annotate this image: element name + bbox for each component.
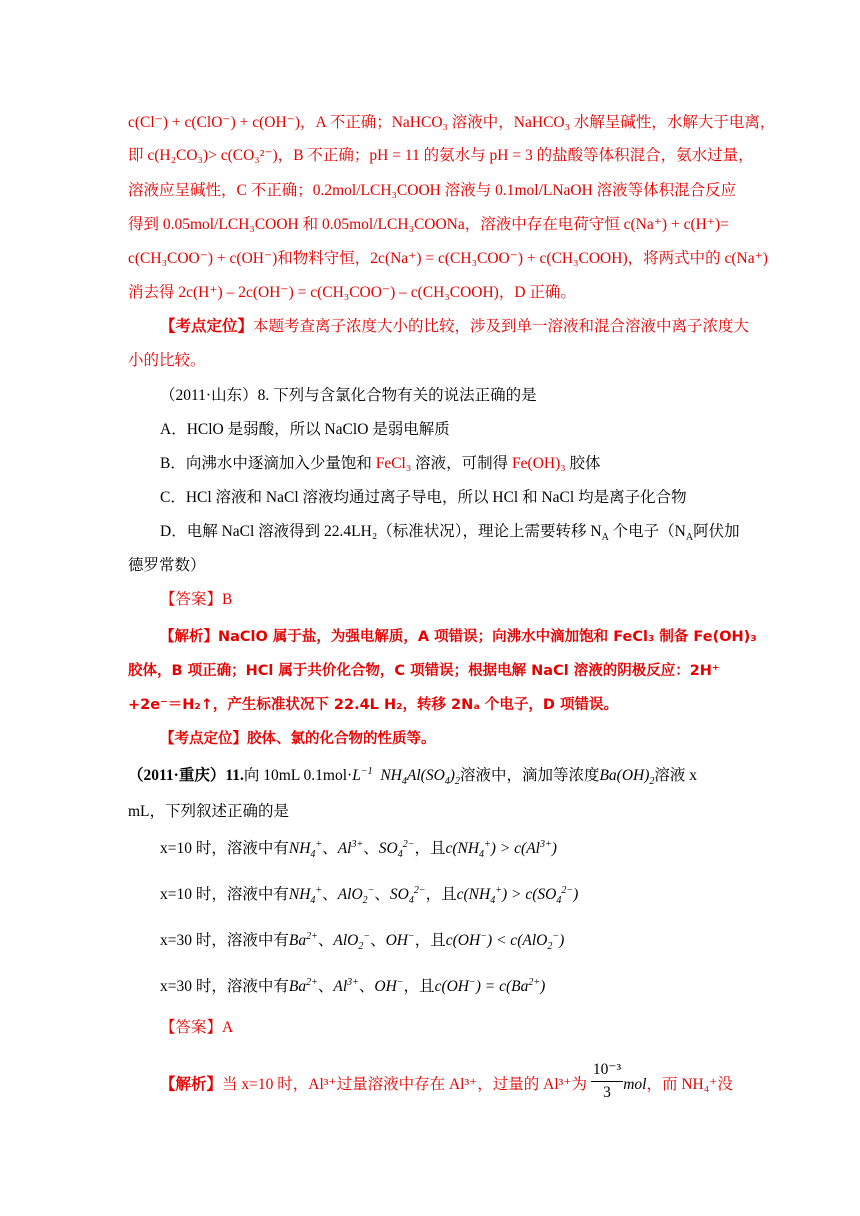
q3-stem-2: mL，下列叙述正确的是 [128, 803, 290, 820]
analysis-line-2: 即 c(H₂CO₃)> c(CO₃²⁻)，B 不正确；pH = 11 的氨水与 pH = 3 的盐酸等体积混合，氨水过量， [128, 147, 754, 164]
q3-analysis: 【解析】当 x=10 时，Al³⁺过量溶液中存在 Al³⁺，过量的 Al³⁺为 $\frac{\text{10⁻³}}{3}$ mol，而 NH₄⁺没 [160, 1063, 733, 1108]
formula-so4-2: $SO_4^{2-}$ [389, 884, 426, 907]
formula-ineq-1: $c(NH_4^+) > c(Al^{3+})$ [445, 838, 557, 861]
q3-analysis-tag: 【解析】 [160, 1076, 223, 1094]
q2-option-c: C．HCl 溶液和 NaCl 溶液均通过离子导电，所以 HCl 和 NaCl 均是离子化合物 [160, 489, 687, 506]
q2-analysis-1: 【解析】NaClO 属于盐，为强电解质，A 项错误；向沸水中滴加饱和 FeCl₃ 制备 Fe(OH)₃ [160, 629, 757, 645]
q2-option-d-cont: 德罗常数） [128, 557, 206, 574]
analysis-line-3: 溶液应呈碱性，C 不正确；0.2mol/LCH₃COOH 溶液与 0.1mol/LNaOH 溶液等体积混合反应 [128, 182, 737, 199]
formula-nh4: $NH_4^+$ [288, 884, 323, 907]
q3-option-4: x=30 时，溶液中有$Ba^{2+}$、$Al^{3+}$、OH−，且$c(OH^-) = c(Ba^{2+})$ [160, 976, 546, 995]
q2-analysis-3: +2e⁻＝H₂↑，产生标准状况下 22.4L H₂，转移 2Nₐ 个电子，D 项错误。 [128, 697, 618, 713]
analysis-line-4: 得到 0.05mol/LCH₃COOH 和 0.05mol/LCH₃COONa，溶液中存在电荷守恒 c(Na⁺) + c(H⁺)= [128, 216, 729, 233]
q3-option-1: x=10 时，溶液中有$NH_4^+$、$Al^{3+}$、$SO_4^{2-}$，且$c(NH_4^+) > c(Al^{3+})$ [160, 838, 557, 861]
formula-oh-b: OH− [374, 976, 404, 995]
q3-option-3: x=30 时，溶液中有$Ba^{2+}$、AlO$_2$−、OH−，且c(OH−) < c(AlO$_2$−) [160, 930, 565, 953]
formula-opt1: $NH_4^+$ [288, 838, 323, 861]
formula-ba2-b: $Ba^{2+}$ [288, 976, 318, 995]
formula-l-inv: $L^{-1}$ [352, 765, 373, 784]
q2-source: （2011·山东）8. 下列与含氯化合物有关的说法正确的是 [160, 387, 537, 404]
formula-oh: OH− [385, 930, 415, 949]
formula-nh4al-so4-2: $NH_4Al(SO_4)_2$ [376, 767, 460, 788]
q3-source: （2011·重庆） [128, 767, 226, 784]
analysis-line-1: c(Cl⁻) + c(ClO⁻) + c(OH⁻)，A 不正确；NaHCO₃ 溶液中，NaHCO₃ 水解呈碱性，水解大于电离， [128, 114, 776, 131]
formula-ineq-2: $c(NH_4^+) > c(SO_4^{2-})$ [456, 884, 579, 907]
q3-number: 11. [225, 767, 244, 784]
feoh3-red: Fe(OH)₃ [512, 455, 566, 472]
kaodian-tag: 【考点定位】 [160, 318, 254, 335]
formula-ineq-3: c(OH−) < c(AlO$_2$−) [445, 930, 565, 953]
fecl3-red: FeCl₃ [375, 455, 412, 472]
q2-option-d: D．电解 NaCl 溶液得到 22.4LH₂（标准状况），理论上需要转移 $N_A$ 个电子（$N_A$阿伏加 [160, 523, 740, 544]
formula-al3: $Al^{3+}$ [337, 838, 364, 857]
q3-option-2: x=10 时，溶液中有$NH_4^+$、AlO$_2$−、$SO_4^{2-}$，且$c(NH_4^+) > c(SO_4^{2-})$ [160, 884, 579, 907]
formula-baoh2: $Ba(OH)_2$ [599, 767, 655, 788]
formula-ba2: $Ba^{2+}$ [288, 930, 318, 949]
q2-option-a: A．HClO 是弱酸，所以 NaClO 是弱电解质 [160, 421, 450, 438]
analysis-line-6: 消去得 2c(H⁺) – 2c(OH⁻) = c(CH₃COO⁻) – c(CH₃COOH)，D 正确。 [128, 284, 576, 301]
q3-stem-1: （2011·重庆）11.向 10mL $0.1mol\cdot L^{-1}$ $NH_4Al(SO_4)_2$溶液中，滴加等浓度$Ba(OH)_2$溶液 x [128, 765, 698, 788]
formula-eq-4: $c(OH^-) = c(Ba^{2+})$ [434, 976, 546, 995]
formula-alo2-b: AlO$_2$− [333, 930, 371, 953]
analysis-line-5: c(CH₃COO⁻) + c(OH⁻)和物料守恒，2c(Na⁺) = c(CH₃COO⁻) + c(CH₃COOH)，将两式中的 c(Na⁺) [128, 250, 768, 267]
q3-answer: 【答案】A [160, 1019, 234, 1036]
q2-analysis-2: 胶体，B 项正确；HCl 属于共价化合物，C 项错误；根据电解 NaCl 溶液的阴极反应：2H⁺ [128, 663, 720, 679]
formula-al3-b: $Al^{3+}$ [333, 976, 359, 995]
q1-kaodian-cont: 小的比较。 [128, 352, 206, 369]
formula-so4: $SO_4^{2-}$ [378, 838, 415, 861]
q2-kaodian: 【考点定位】胶体、氯的化合物的性质等。 [160, 731, 436, 747]
q2-answer: 【答案】B [160, 591, 233, 608]
fraction-10-3-over-3: $\frac{\text{10⁻³}}{3}$ [592, 1061, 622, 1101]
formula-alo2: AlO$_2$− [337, 884, 375, 907]
kaodian-text: 本题考查离子浓度大小的比较，涉及到单一溶液和混合溶液中离子浓度大 [253, 318, 750, 335]
q2-option-b: B．向沸水中逐滴加入少量饱和 FeCl₃ 溶液，可制得 Fe(OH)₃ 胶体 [160, 455, 601, 472]
q1-kaodian [160, 316, 749, 338]
